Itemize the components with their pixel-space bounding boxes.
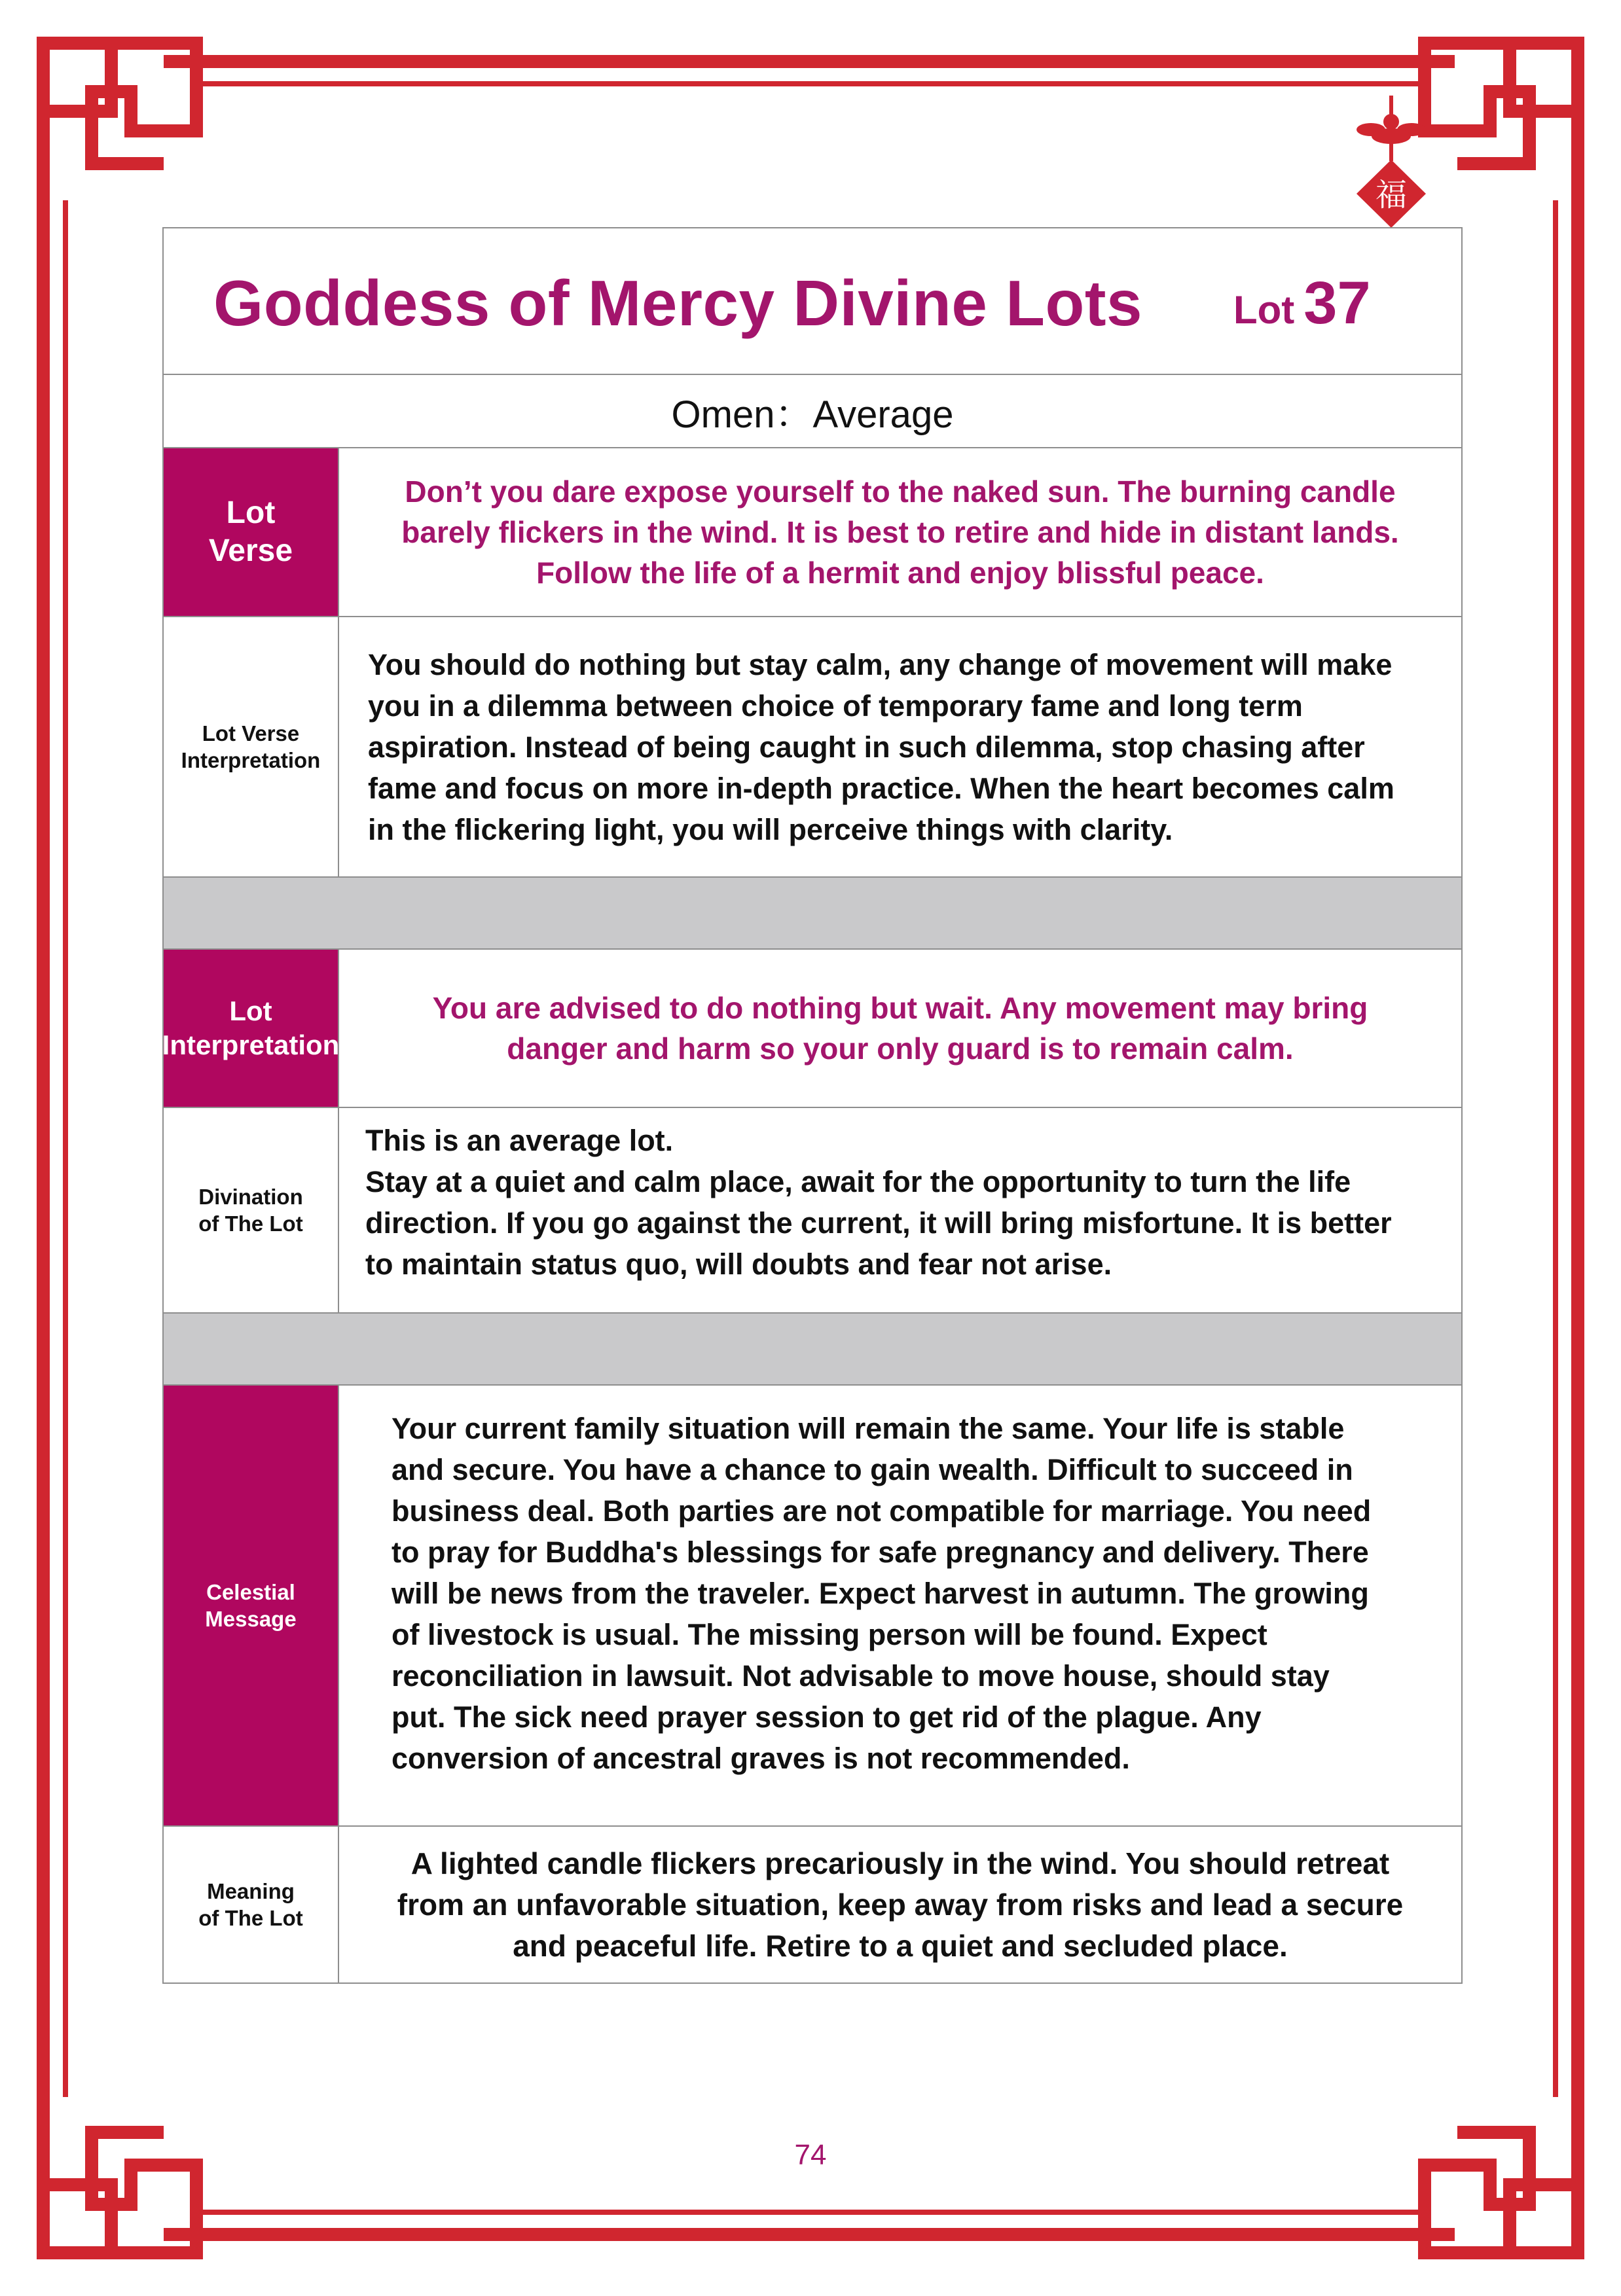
lot-verse-label bbox=[164, 448, 339, 616]
text-line: reconciliation in lawsuit. Not advisable to move house, should stay bbox=[392, 1659, 1330, 1693]
meaning-text bbox=[339, 1827, 1461, 1982]
text-line: fame and focus on more in-depth practice. When the heart becomes calm bbox=[368, 771, 1394, 805]
lot-interpretation-row bbox=[164, 950, 1461, 1108]
text-line: You are advised to do nothing but wait. Any movement may bring bbox=[432, 991, 1368, 1025]
meaning-row bbox=[164, 1827, 1461, 1982]
text-line: you in a dilemma between choice of temporary fame and long term bbox=[368, 689, 1303, 723]
section-divider bbox=[164, 878, 1461, 950]
text-line: and secure. You have a chance to gain wealth. Difficult to succeed in bbox=[392, 1453, 1353, 1486]
fu-character: 福 bbox=[1375, 177, 1408, 213]
text-line: aspiration. Instead of being caught in such dilemma, stop chasing after bbox=[368, 730, 1365, 764]
lot-verse-interpretation-text bbox=[339, 617, 1461, 876]
text-line: of livestock is usual. The missing person will be found. Expect bbox=[392, 1618, 1267, 1651]
divination-row bbox=[164, 1108, 1461, 1314]
label-line: Celestial bbox=[206, 1580, 295, 1604]
lot-card bbox=[162, 227, 1463, 1984]
page-number: 74 bbox=[794, 2139, 827, 2171]
text-line: Follow the life of a hermit and enjoy blissful peace. bbox=[536, 556, 1264, 590]
text-line: business deal. Both parties are not compatible for marriage. You need bbox=[392, 1494, 1372, 1528]
label-line: Meaning bbox=[207, 1879, 295, 1903]
label-line: Divination bbox=[198, 1185, 303, 1209]
label-line: of The Lot bbox=[198, 1211, 303, 1236]
lot-number-label: Lot bbox=[1233, 288, 1295, 332]
lot-verse-interpretation-label bbox=[164, 617, 339, 876]
divination-label bbox=[164, 1108, 339, 1312]
text-line: conversion of ancestral graves is not recommended. bbox=[392, 1742, 1130, 1775]
label-line: Lot bbox=[226, 495, 276, 530]
lot-number-value: 37 bbox=[1303, 270, 1371, 336]
label-line: Interpretation bbox=[162, 1030, 340, 1060]
text-line: to pray for Buddha's blessings for safe pregnancy and delivery. There bbox=[392, 1535, 1369, 1569]
section-divider bbox=[164, 1314, 1461, 1386]
celestial-message-text bbox=[339, 1386, 1461, 1825]
omen-row bbox=[164, 375, 1461, 448]
omen-text: Omen：Average bbox=[671, 393, 954, 436]
celestial-message-label bbox=[164, 1386, 339, 1825]
text-line: Don’t you dare expose yourself to the naked sun. The burning candle bbox=[405, 475, 1396, 509]
lot-verse-row bbox=[164, 448, 1461, 617]
meaning-label bbox=[164, 1827, 339, 1982]
label-line: Interpretation bbox=[181, 748, 321, 772]
text-line: will be news from the traveler. Expect harvest in autumn. The growing bbox=[392, 1577, 1369, 1610]
text-line: to maintain status quo, will doubts and fear not arise. bbox=[365, 1247, 1112, 1281]
lot-verse-text bbox=[339, 448, 1461, 616]
text-line: danger and harm so your only guard is to remain calm. bbox=[507, 1031, 1294, 1066]
text-line: direction. If you go against the current, it will bring misfortune. It is better bbox=[365, 1206, 1392, 1240]
label-line: Verse bbox=[208, 533, 293, 568]
lot-interpretation-text bbox=[339, 950, 1461, 1107]
text-line: A lighted candle flickers precariously in the wind. You should retreat bbox=[410, 1846, 1390, 1880]
text-line: in the flickering light, you will perceive things with clarity. bbox=[368, 812, 1173, 846]
text-line: Stay at a quiet and calm place, await for the opportunity to turn the life bbox=[365, 1165, 1351, 1198]
text-line: This is an average lot. bbox=[365, 1124, 674, 1157]
label-line: Lot bbox=[229, 996, 272, 1026]
text-line: and peaceful life. Retire to a quiet and secluded place. bbox=[513, 1928, 1288, 1963]
lot-number bbox=[1233, 269, 1371, 338]
text-line: Your current family situation will remain the same. Your life is stable bbox=[392, 1412, 1345, 1445]
label-line: Message bbox=[205, 1607, 297, 1631]
text-line: You should do nothing but stay calm, any change of movement will make bbox=[368, 647, 1393, 681]
label-line: Lot Verse bbox=[202, 721, 300, 745]
title-row bbox=[164, 228, 1461, 375]
celestial-message-row bbox=[164, 1386, 1461, 1827]
text-line: put. The sick need prayer session to get rid of the plague. Any bbox=[392, 1700, 1262, 1734]
lot-interpretation-label bbox=[164, 950, 339, 1107]
label-line: of The Lot bbox=[198, 1906, 303, 1930]
text-line: barely flickers in the wind. It is best to retire and hide in distant lands. bbox=[401, 515, 1399, 549]
lot-verse-interpretation-row bbox=[164, 617, 1461, 878]
page-title: Goddess of Mercy Divine Lots bbox=[213, 267, 1142, 339]
divination-text bbox=[339, 1108, 1461, 1312]
text-line: from an unfavorable situation, keep away from risks and lead a secure bbox=[397, 1887, 1404, 1922]
